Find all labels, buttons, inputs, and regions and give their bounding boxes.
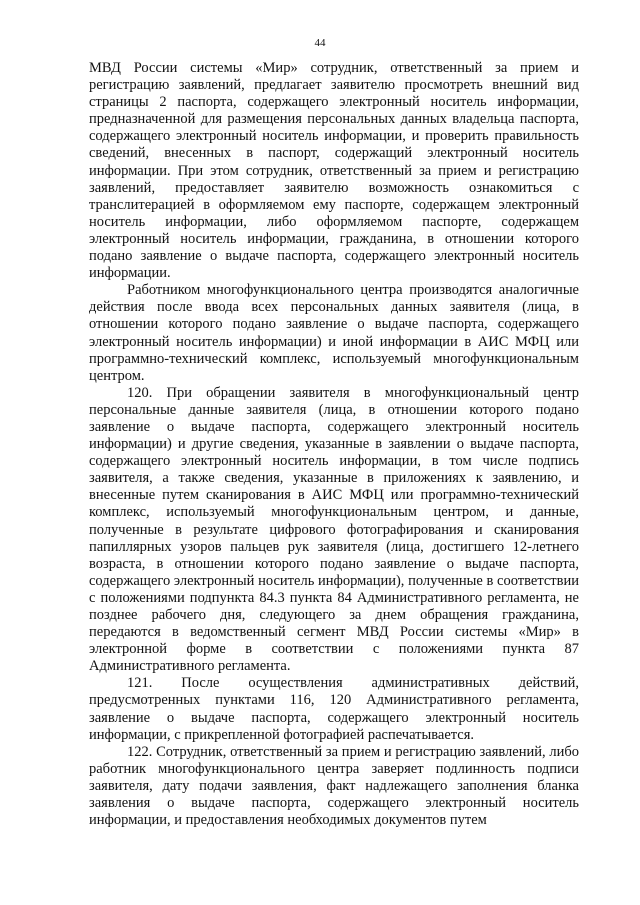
page-number: 44 — [314, 37, 326, 49]
paragraph-item-120: 120. При обращении заявителя в многофункциональный центр персональные данные заявителя (лица, в отношении которого подано заявление о выдаче паспорта, содержащего электронный носитель информации) и другие сведения, указанные в заявлении о выдаче паспорта, содержащего электронный носитель информации, в том числе подпись заявителя, а также сведения, указанные в приложениях к заявлению, и внесенные путем сканирования в АИС МФЦ или программно-технический комплекс, используемый многофункциональным центром, и данные, полученные в результате цифрового фотографирования и сканирования папиллярных узоров пальцев рук заявителя (лица, достигшего 12-летнего возраста, в отношении которого подано заявление о выдаче паспорта, содержащего электронный носитель информации), полученные в соответствии с положениями подпункта 84.3 пункта 84 Административного регламента, не позднее рабочего дня, следующего за днем обращения гражданина, передаются в ведомственный сегмент МВД России системы «Мир» в электронной форме в соответствии с положениями пункта 87 Административного регламента. — [89, 384, 579, 675]
paragraph-mfc-actions: Работником многофункционального центра производятся аналогичные действия после ввода всех персональных данных заявителя (лица, в отношении которого подано заявление о выдаче паспорта, содержащего электронный носитель информации) и иной информации в АИС МФЦ или программно-технический комплекс, используемый многофункциональным центром. — [89, 282, 579, 384]
paragraph-continuation: МВД России системы «Мир» сотрудник, ответственный за прием и регистрацию заявлений, предлагает заявителю просмотреть внешний вид страницы 2 паспорта, содержащего электронный носитель информации, предназначенной для размещения персональных данных владельца паспорта, содержащего электронный носитель информации, и проверить правильность сведений, внесенных в паспорт, содержащий электронный носитель информации. При этом сотрудник, ответственный за прием и регистрацию заявлений, предоставляет заявителю возможность ознакомиться с транслитерацией в оформляемом ему паспорте, содержащем электронный носитель информации, либо оформляемом паспорте, содержащем электронный носитель информации, гражданина, в отношении которого подано заявление о выдаче паспорта, содержащего электронный носитель информации. — [89, 60, 579, 282]
paragraph-item-121: 121. После осуществления административных действий, предусмотренных пунктами 116, 120 Административного регламента, заявление о выдаче паспорта, содержащего электронный носитель информации, с прикрепленной фотографией распечатывается. — [89, 675, 579, 743]
body-text — [89, 60, 579, 829]
paragraph-item-122: 122. Сотрудник, ответственный за прием и регистрацию заявлений, либо работник многофункционального центра заверяет подлинность подписи заявителя, дату подачи заявления, факт надлежащего заполнения бланка заявления о выдаче паспорта, содержащего электронный носитель информации, и предоставления необходимых документов путем — [89, 743, 579, 829]
